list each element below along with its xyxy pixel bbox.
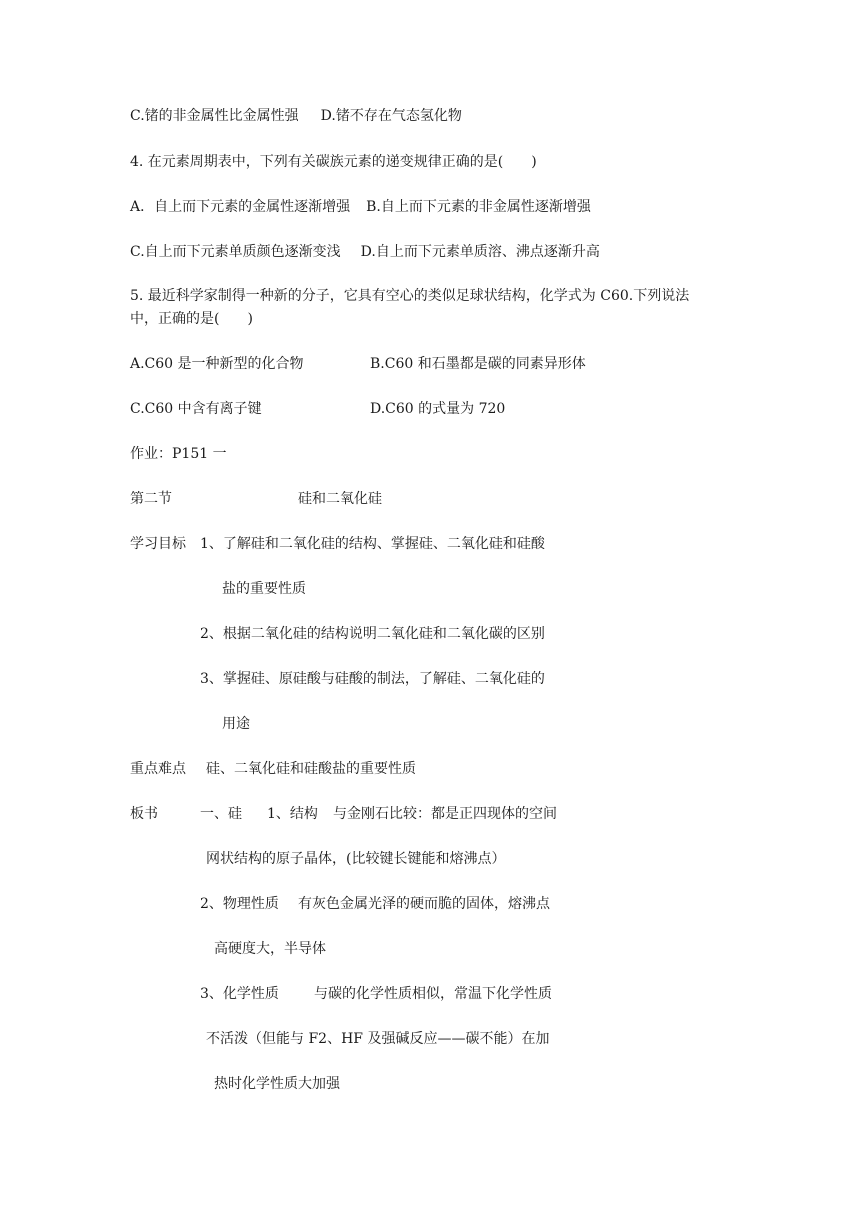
- q4-option-b: B.自上而下元素的非金属性逐渐增强: [366, 199, 591, 215]
- board-item3-text: 与碳的化学性质相似，常温下化学性质: [314, 986, 552, 1002]
- board-item3-line3: 热时化学性质大加强: [214, 1076, 340, 1092]
- q5-option-d: D.C60 的式量为 720: [370, 401, 506, 417]
- board-item1-line2: 网状结构的原子晶体，(比较键长键能和熔沸点）: [206, 851, 506, 867]
- board-item3-line2: 不活泼（但能与 F2、HF 及强碱反应——碳不能）在加: [206, 1031, 550, 1047]
- objective-3-line1: 3、掌握硅、原硅酸与硅酸的制法，了解硅、二氧化硅的: [200, 671, 545, 687]
- q4-options-row-2: [130, 242, 600, 262]
- q5-option-a: A.C60 是一种新型的化合物: [130, 356, 304, 372]
- objective-1-line2: 盐的重要性质: [222, 581, 306, 597]
- q4-question: 4. 在元素周期表中，下列有关碳族元素的递变规律正确的是( ): [130, 154, 537, 170]
- homework-line: 作业：P151 一: [130, 446, 227, 462]
- q3-option-c: C.锗的非金属性比金属性强: [130, 108, 299, 124]
- board-item2-label: 2、物理性质: [200, 896, 279, 912]
- q4-option-d: D.自上而下元素单质溶、沸点逐渐升高: [360, 244, 600, 260]
- q5-option-b: B.C60 和石墨都是碳的同素异形体: [370, 356, 586, 372]
- q5-option-c: C.C60 中含有离子键: [130, 401, 262, 417]
- key-points-label: 重点难点: [130, 761, 186, 777]
- q3-option-d: D.锗不存在气态氢化物: [320, 108, 462, 124]
- objectives-label: 学习目标: [130, 536, 186, 552]
- section-title: 硅和二氧化硅: [298, 491, 382, 507]
- board-item2-line2: 高硬度大，半导体: [214, 941, 326, 957]
- board-item1-label: 1、结构: [267, 806, 318, 822]
- q4-option-c: C.自上而下元素单质颜色逐渐变浅: [130, 244, 341, 260]
- objective-3-line2: 用途: [222, 716, 250, 732]
- board-label: 板书: [130, 806, 158, 822]
- q4-option-a: A．自上而下元素的金属性逐渐增强: [130, 199, 351, 215]
- q3-options-row: [130, 106, 462, 126]
- key-points-text: 硅、二氧化硅和硅酸盐的重要性质: [206, 761, 416, 777]
- board-heading: 一、硅: [200, 806, 242, 822]
- board-item1-text: 与金刚石比较：都是正四现体的空间: [333, 806, 557, 822]
- objective-2: 2、根据二氧化硅的结构说明二氧化硅和二氧化碳的区别: [200, 626, 545, 642]
- board-item2-text: 有灰色金属光泽的硬而脆的固体，熔沸点: [298, 896, 550, 912]
- board-item3-label: 3、化学性质: [200, 986, 279, 1002]
- q5-question-line1: 5. 最近科学家制得一种新的分子，它具有空心的类似足球状结构，化学式为 C60.下列说法: [130, 288, 690, 304]
- q5-question-line2: 中，正确的是( ): [130, 311, 253, 327]
- objective-1-line1: 1、了解硅和二氧化硅的结构、掌握硅、二氧化硅和硅酸: [200, 536, 545, 552]
- q4-options-row-1: [130, 197, 591, 217]
- section-number: 第二节: [130, 491, 172, 507]
